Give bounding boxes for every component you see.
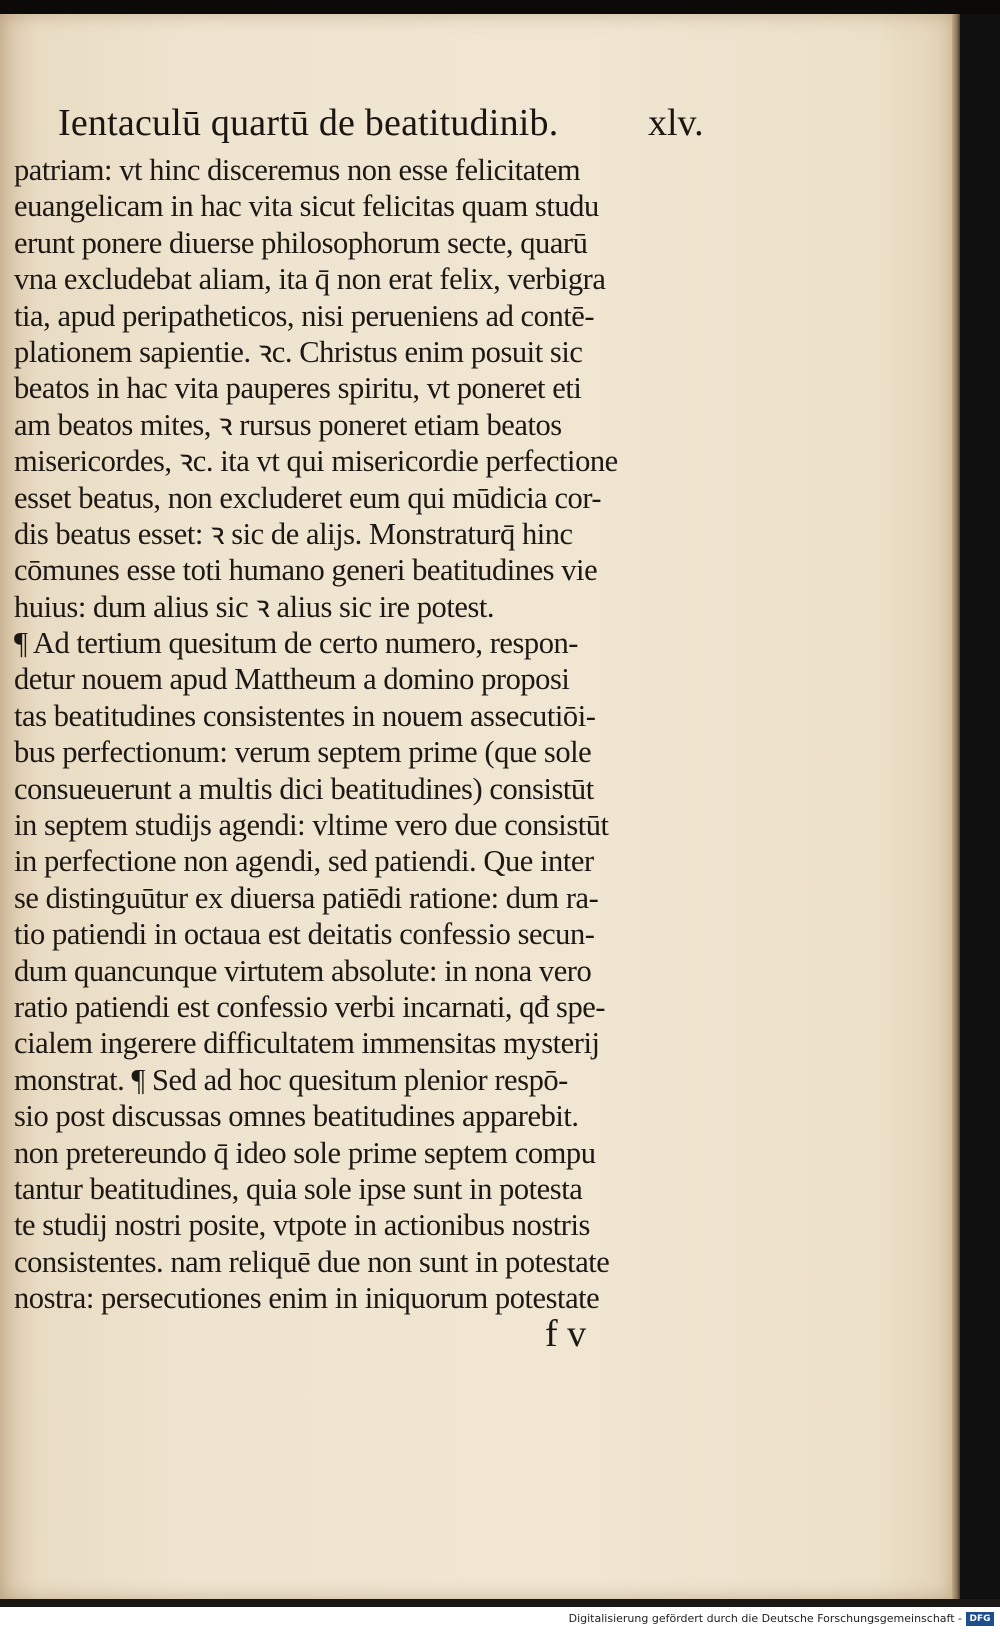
page-edge xyxy=(952,14,960,1599)
text-line: huius: dum alius sic ꝛ alius sic ire potest. xyxy=(14,589,495,624)
signature-mark: f v xyxy=(545,1313,587,1355)
text-line: in perfectione non agendi, sed patiendi. Que inter xyxy=(14,844,594,879)
text-line: tas beatitudines consistentes in nouem assecutiōi- xyxy=(14,698,596,733)
text-line: tia, apud peripatheticos, nisi perueniens ad contē- xyxy=(14,298,595,333)
footer-credit: Digitalisierung gefördert durch die Deutsche Forschungsgemeinschaft - xyxy=(568,1612,962,1625)
text-line: cōmunes esse toti humano generi beatitudines vie xyxy=(14,553,598,588)
text-line: plationem sapientie. ꝛc. Christus enim posuit sic xyxy=(14,334,583,369)
dfg-logo: DFG xyxy=(966,1612,994,1626)
text-line: patriam: vt hinc disceremus non esse felicitatem xyxy=(14,153,581,187)
text-line: detur nouem apud Mattheum a domino proposi xyxy=(14,662,570,697)
text-line: vna excludebat aliam, ita q̄ non erat felix, verbigra xyxy=(14,262,606,297)
text-line: bus perfectionum: verum septem prime (que sole xyxy=(14,735,592,770)
text-line: non pretereundo q̄ ideo sole prime septem compu xyxy=(14,1135,596,1170)
text-line: ¶ Ad tertium quesitum de certo numero, respon- xyxy=(14,626,579,661)
text-line: misericordes, ꝛc. ita vt qui misericordie perfectione xyxy=(14,444,618,479)
text-line: consistentes. nam reliquē due non sunt in potestate xyxy=(14,1244,610,1279)
scan-top-border xyxy=(0,0,1000,14)
text-line: nostra: persecutiones enim in iniquorum potestate xyxy=(14,1281,600,1316)
page-number: xlv. xyxy=(648,102,704,144)
text-line: monstrat. ¶ Sed ad hoc quesitum plenior respō- xyxy=(14,1062,568,1097)
scan-right-border xyxy=(960,14,1000,1599)
text-line: beatos in hac vita pauperes spiritu, vt poneret eti xyxy=(14,371,582,406)
text-line: tio patiendi in octaua est deitatis confessio secun- xyxy=(14,917,595,952)
page-header xyxy=(48,100,728,146)
text-line: dum quancunque virtutem absolute: in nona vero xyxy=(14,953,592,988)
text-line: sio post discussas omnes beatitudines apparebit. xyxy=(14,1099,579,1134)
scan-bottom-border xyxy=(0,1599,1000,1607)
text-line: euangelicam in hac vita sicut felicitas quam studu xyxy=(14,189,599,224)
running-head: Ientaculū quartū de beatitudinib. xyxy=(58,102,559,144)
text-line: cialem ingerere difficultatem immensitas mysterij xyxy=(14,1026,600,1061)
text-line: consueuerunt a multis dici beatitudines) consistūt xyxy=(14,771,594,806)
text-line: tantur beatitudines, quia sole ipse sunt in potesta xyxy=(14,1171,583,1206)
text-line: in septem studijs agendi: vltime vero due consistūt xyxy=(14,808,609,843)
footer-bar xyxy=(0,1607,1000,1632)
text-line: esset beatus, non excluderet eum qui mūdicia cor- xyxy=(14,480,602,515)
text-line: te studij nostri posite, vtpote in actionibus nostris xyxy=(14,1208,590,1243)
text-line: ratio patiendi est confessio verbi incarnati, qđ spe- xyxy=(14,989,606,1024)
text-line: dis beatus esset: ꝛ sic de alijs. Monstraturq̄ hinc xyxy=(14,516,573,551)
body-text xyxy=(14,152,734,1317)
text-line: am beatos mites, ꝛ rursus poneret etiam beatos xyxy=(14,407,562,442)
text-line: erunt ponere diuerse philosophorum secte, quarū xyxy=(14,225,588,260)
text-line: se distinguūtur ex diuersa patiēdi ratione: dum ra- xyxy=(14,880,599,915)
